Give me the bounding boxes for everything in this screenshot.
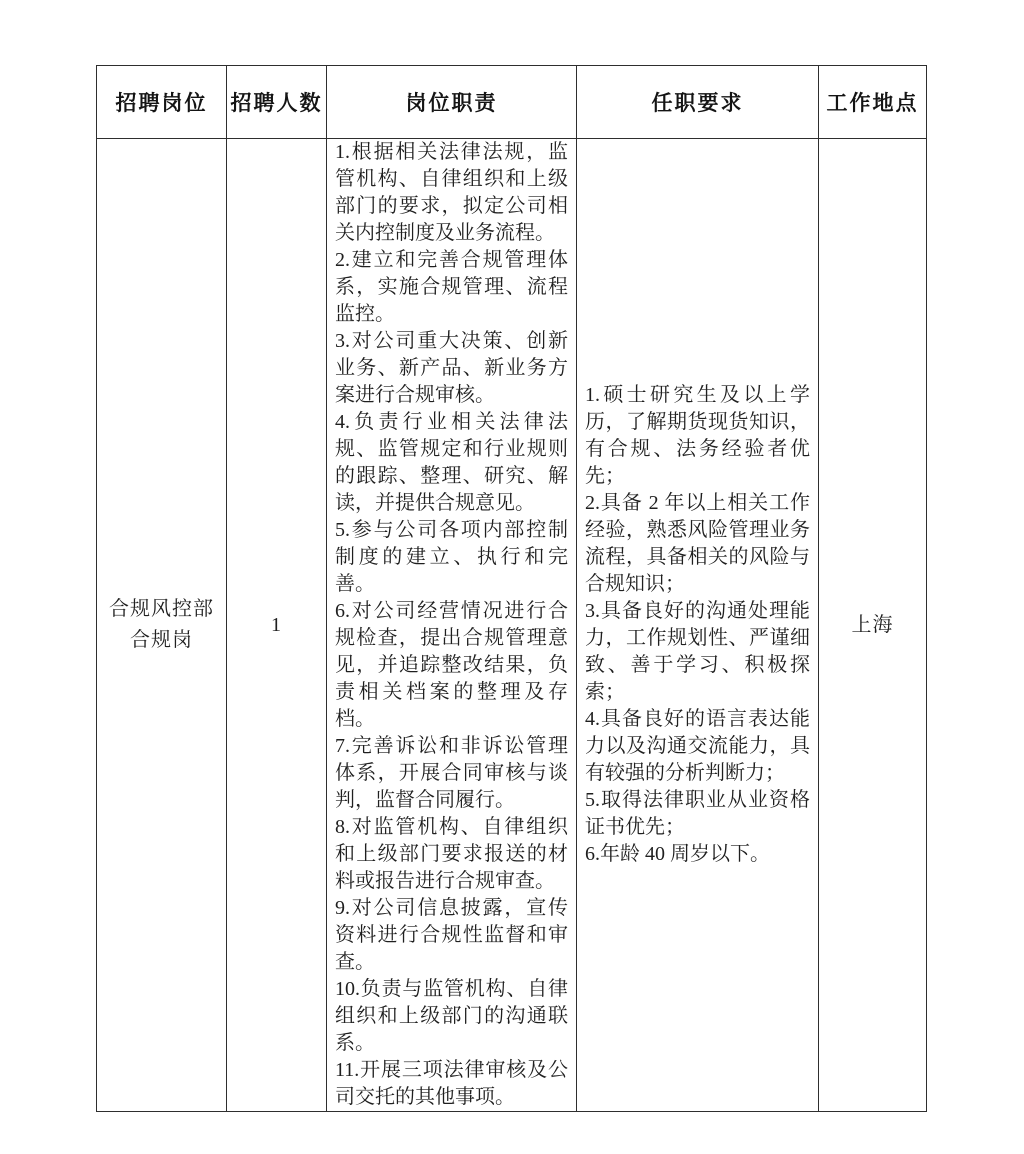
header-responsibilities: 岗位职责: [327, 66, 577, 139]
responsibility-item: 11.开展三项法律审核及公司交托的其他事项。: [335, 1059, 568, 1108]
responsibility-item: 1.根据相关法律法规，监管机构、自律组织和上级部门的要求，拟定公司相关内控制度及业务流程。: [335, 141, 568, 244]
cell-position: [97, 139, 227, 1112]
responsibility-item: 2.建立和完善合规管理体系，实施合规管理、流程监控。: [335, 249, 568, 325]
position-line-2: 合规岗: [130, 629, 193, 651]
cell-requirements: [577, 139, 819, 1112]
responsibility-item: 3.对公司重大决策、创新业务、新产品、新业务方案进行合规审核。: [335, 330, 568, 406]
requirement-item: 3.具备良好的沟通处理能力，工作规划性、严谨细致、善于学习、积极探索；: [585, 600, 810, 703]
cell-headcount: 1: [227, 139, 327, 1112]
cell-responsibilities: [327, 139, 577, 1112]
responsibility-item: 4.负责行业相关法律法规、监管规定和行业规则的跟踪、整理、研究、解读，并提供合规意见。: [335, 411, 568, 514]
requirement-item: 1.硕士研究生及以上学历，了解期货现货知识，有合规、法务经验者优先；: [585, 384, 810, 487]
responsibility-item: 7.完善诉讼和非诉讼管理体系，开展合同审核与谈判，监督合同履行。: [335, 735, 568, 811]
header-headcount: 招聘人数: [227, 66, 327, 139]
table-header-row: [97, 66, 927, 139]
position-line-1: 合规风控部: [109, 598, 214, 620]
requirement-item: 5.取得法律职业从业资格证书优先；: [585, 789, 810, 838]
responsibility-item: 9.对公司信息披露，宣传资料进行合规性监督和审查。: [335, 897, 568, 973]
table-row: [97, 139, 927, 1112]
header-requirements: 任职要求: [577, 66, 819, 139]
requirement-item: 4.具备良好的语言表达能力以及沟通交流能力，具有较强的分析判断力；: [585, 708, 810, 784]
responsibility-item: 8.对监管机构、自律组织和上级部门要求报送的材料或报告进行合规审查。: [335, 816, 568, 892]
responsibility-item: 6.对公司经营情况进行合规检查，提出合规管理意见，并追踪整改结果，负责相关档案的整理及存档。: [335, 600, 568, 730]
requirement-item: 2.具备 2 年以上相关工作经验，熟悉风险管理业务流程，具备相关的风险与合规知识；: [585, 492, 810, 595]
recruitment-table: [96, 65, 927, 1112]
responsibility-item: 10.负责与监管机构、自律组织和上级部门的沟通联系。: [335, 978, 568, 1054]
responsibility-item: 5.参与公司各项内部控制制度的建立、执行和完善。: [335, 519, 568, 595]
header-position: 招聘岗位: [97, 66, 227, 139]
cell-location: 上海: [819, 139, 927, 1112]
header-location: 工作地点: [819, 66, 927, 139]
requirement-item: 6.年龄 40 周岁以下。: [585, 843, 770, 865]
